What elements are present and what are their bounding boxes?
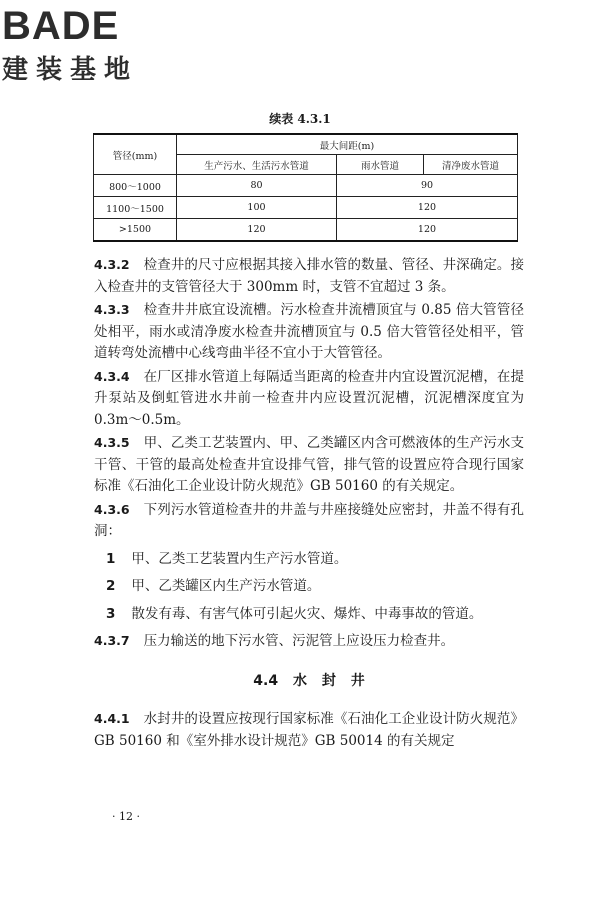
item-number: 1 (106, 550, 116, 567)
clause-text: 甲、乙类工艺装置内、甲、乙类罐区内含可燃液体的生产污水支干管、干管的最高处检查井宜设排气管，排气管的设置应符合现行国家标准《石油化工企业设计防火规范》GB 50160 的有关规定。 (94, 435, 524, 494)
header-clean-wastewater: 清净废水管道 (424, 155, 518, 175)
clause-number: 4.3.3 (94, 302, 130, 317)
body-content (94, 254, 524, 753)
cell-diameter: 800～1000 (94, 175, 177, 197)
logo (2, 4, 182, 96)
cell-sewage: 120 (177, 219, 337, 242)
cell-rain-clean: 120 (337, 219, 518, 242)
item-text: 甲、乙类工艺装置内生产污水管道。 (131, 550, 348, 567)
clause-number: 4.3.4 (94, 368, 130, 384)
header-sewage: 生产污水、生活污水管道 (177, 155, 337, 175)
clause-text: 水封井的设置应按现行国家标准《石油化工企业设计防火规范》GB 50160 和《室外排水设计规范》GB 50014 的有关规定 (94, 711, 524, 749)
clause-4-3-5 (94, 432, 524, 498)
section-title: 4.4 水 封 井 (253, 672, 365, 689)
table-row (94, 219, 518, 242)
clause-text: 压力输送的地下污水管、污泥管上应设压力检查井。 (143, 633, 455, 649)
clause-number: 4.3.6 (94, 501, 130, 517)
item-number: 2 (106, 578, 116, 594)
clause-4-3-6 (94, 499, 524, 543)
cell-rain-clean: 90 (337, 175, 518, 197)
cell-rain-clean: 120 (337, 197, 518, 219)
item-text: 散发有毒、有害气体可引起火灾、爆炸、中毒事故的管道。 (131, 605, 483, 622)
list-item (106, 576, 524, 598)
clause-4-3-7 (94, 630, 524, 653)
cell-sewage: 100 (177, 197, 337, 219)
clause-text: 检查井的尺寸应根据其接入排水管的数量、管径、井深确定。接入检查井的支管管径大于 300mm 时，支管不宜超过 3 条。 (94, 257, 524, 295)
table-title: 续表 4.3.1 (269, 112, 331, 126)
item-number: 3 (106, 605, 116, 622)
clause-number: 4.4.1 (94, 711, 130, 726)
cell-diameter: 1100～1500 (94, 197, 177, 219)
page-number: · 12 · (112, 810, 140, 823)
logo-subtitle: 建装基地 (2, 55, 139, 85)
cell-sewage: 80 (177, 175, 337, 197)
list-item (106, 549, 524, 571)
header-max-spacing: 最大间距(m) (177, 134, 518, 155)
clause-number: 4.3.2 (94, 257, 130, 272)
clause-text: 检查井井底宜设流槽。污水检查井流槽顶宜与 0.85 倍大管管径处相平，雨水或清净废水检查井流槽顶宜与 0.5 倍大管管径处相平，管道转弯处流槽中心线弯曲半径不宜小于大管管径。 (94, 302, 524, 361)
clause-text: 在厂区排水管道上每隔适当距离的检查井内宜设置沉泥槽，在提升泵站及倒虹管进水井前一检查井内应设置沉泥槽，沉泥槽深度宜为 0.3m～0.5m。 (94, 368, 524, 428)
spacing-table (93, 133, 518, 242)
clause-4-4-1 (94, 708, 524, 752)
header-rainwater: 雨水管道 (337, 155, 424, 175)
clause-text: 下列污水管道检查井的井盖与井座接缝处应密封，井盖不得有孔洞： (94, 501, 524, 539)
logo-brand: BADE (2, 4, 120, 48)
clause-number: 4.3.5 (94, 435, 130, 450)
clause-4-3-2 (94, 254, 524, 298)
header-diameter: 管径(mm) (94, 134, 177, 175)
cell-diameter: >1500 (94, 219, 177, 242)
clause-number: 4.3.7 (94, 633, 130, 648)
clause-4-3-3 (94, 299, 524, 365)
table-row (94, 197, 518, 219)
table-row (94, 175, 518, 197)
clause-4-3-4 (94, 366, 524, 432)
list-item (106, 604, 524, 626)
item-text: 甲、乙类罐区内生产污水管道。 (131, 578, 321, 594)
